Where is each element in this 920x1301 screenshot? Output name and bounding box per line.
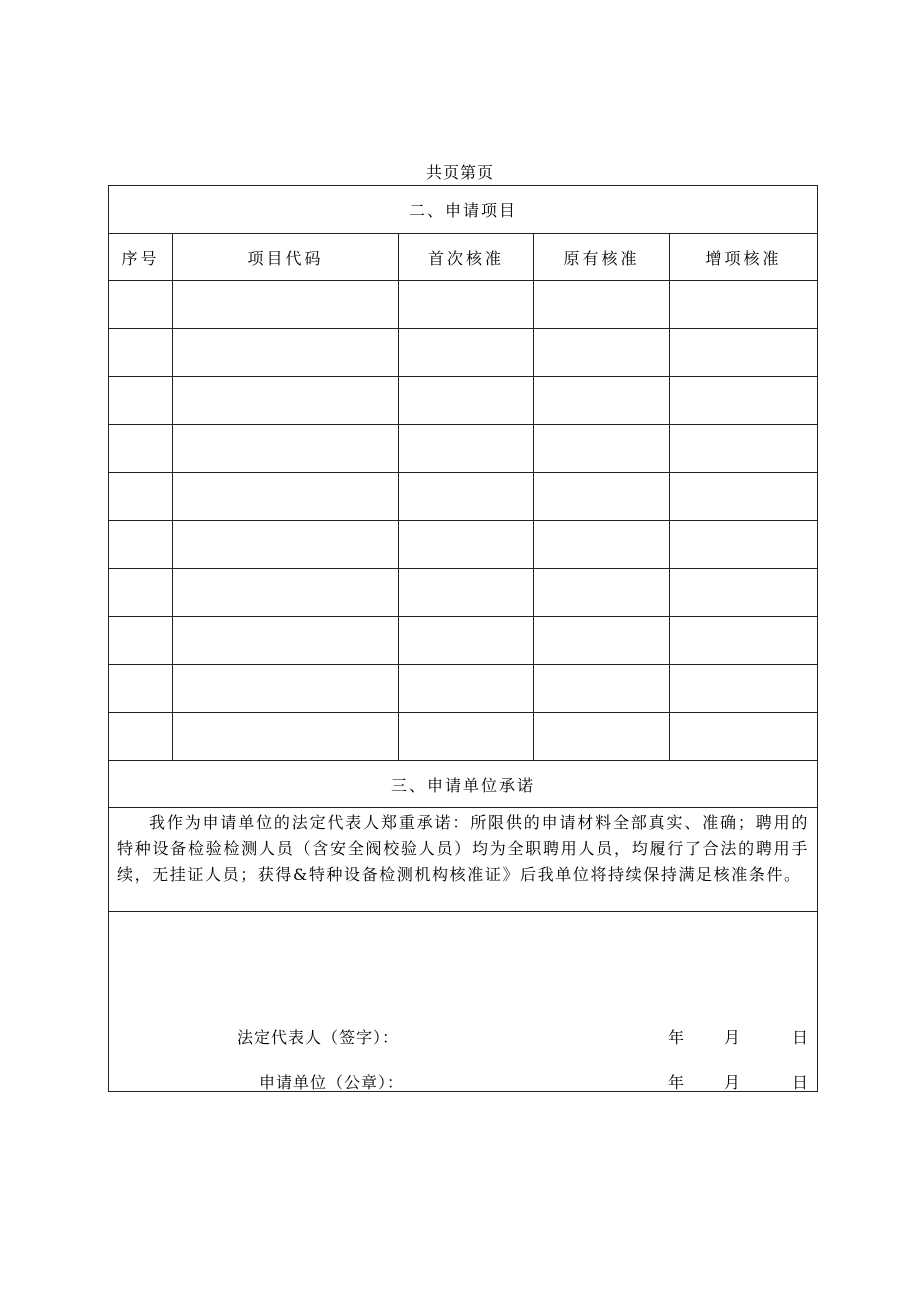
cell-existing-approval[interactable] [534,329,670,377]
cell-item-code[interactable] [173,569,399,617]
cell-seq[interactable] [109,713,173,761]
cell-added-approval[interactable] [670,425,818,473]
cell-seq[interactable] [109,473,173,521]
cell-first-approval[interactable] [399,473,534,521]
unit-day-label: 日 [792,1073,809,1092]
cell-first-approval[interactable] [399,425,534,473]
cell-item-code[interactable] [173,329,399,377]
legal-rep-signature-line [109,1025,817,1047]
cell-item-code[interactable] [173,281,399,329]
table-row [109,521,818,569]
cell-first-approval[interactable] [399,665,534,713]
table-row [109,329,818,377]
table-row [109,473,818,521]
cell-seq[interactable] [109,569,173,617]
cell-existing-approval[interactable] [534,281,670,329]
cell-seq[interactable] [109,377,173,425]
cell-item-code[interactable] [173,425,399,473]
cell-first-approval[interactable] [399,329,534,377]
legal-rep-month-label: 月 [724,1028,741,1047]
table-row [109,569,818,617]
cell-added-approval[interactable] [670,281,818,329]
cell-first-approval[interactable] [399,713,534,761]
cell-seq[interactable] [109,281,173,329]
page-count: 共页第页 [425,163,494,182]
cell-added-approval[interactable] [670,473,818,521]
cell-existing-approval[interactable] [534,521,670,569]
col-header-existing-approval: 原有核准 [534,234,670,281]
legal-rep-year-label: 年 [668,1028,685,1047]
cell-first-approval[interactable] [399,617,534,665]
cell-item-code[interactable] [173,473,399,521]
cell-item-code[interactable] [173,521,399,569]
cell-existing-approval[interactable] [534,665,670,713]
cell-added-approval[interactable] [670,569,818,617]
section-2-title-row [109,186,818,234]
table-row [109,281,818,329]
section-2-title: 二、申请项目 [109,186,818,234]
cell-added-approval[interactable] [670,521,818,569]
signature-area [109,912,818,1092]
section-3-title: 三、申请单位承诺 [109,761,818,808]
section-3-title-row [109,761,818,808]
cell-added-approval[interactable] [670,377,818,425]
unit-seal-label: 申请单位（公章）： [259,1073,405,1092]
unit-month-label: 月 [724,1073,741,1092]
cell-existing-approval[interactable] [534,617,670,665]
table-row [109,617,818,665]
cell-first-approval[interactable] [399,377,534,425]
table-row [109,425,818,473]
application-form-table [108,185,818,1092]
unit-seal-line [109,1070,817,1092]
col-header-seq: 序号 [109,234,173,281]
cell-existing-approval[interactable] [534,713,670,761]
cell-existing-approval[interactable] [534,473,670,521]
table-row [109,713,818,761]
unit-year-label: 年 [668,1073,685,1092]
commitment-row [109,808,818,912]
cell-item-code[interactable] [173,617,399,665]
cell-seq[interactable] [109,617,173,665]
table-row [109,665,818,713]
cell-existing-approval[interactable] [534,569,670,617]
table-row [109,377,818,425]
cell-added-approval[interactable] [670,329,818,377]
legal-rep-day-label: 日 [792,1028,809,1047]
col-header-first-approval: 首次核准 [399,234,534,281]
cell-seq[interactable] [109,425,173,473]
cell-seq[interactable] [109,329,173,377]
column-header-row [109,234,818,281]
commitment-text: 我作为申请单位的法定代表人郑重承诺：所限供的申请材料全部真实、准确；聘用的特种设备检验检测人员（含安全阀校验人员）均为全职聘用人员，均履行了合法的聘用手续，无挂证人员；获得&特种设备检测机构核准证》后我单位将持续保持满足核准条件。 [109,808,818,912]
col-header-added-approval: 增项核准 [670,234,818,281]
cell-added-approval[interactable] [670,665,818,713]
cell-first-approval[interactable] [399,569,534,617]
cell-existing-approval[interactable] [534,425,670,473]
cell-existing-approval[interactable] [534,377,670,425]
cell-item-code[interactable] [173,713,399,761]
cell-item-code[interactable] [173,377,399,425]
cell-seq[interactable] [109,521,173,569]
signature-row [109,912,818,1092]
col-header-item-code: 项目代码 [173,234,399,281]
legal-rep-signature-label: 法定代表人（签字）： [237,1028,400,1047]
cell-added-approval[interactable] [670,617,818,665]
cell-first-approval[interactable] [399,521,534,569]
cell-item-code[interactable] [173,665,399,713]
cell-first-approval[interactable] [399,281,534,329]
cell-seq[interactable] [109,665,173,713]
cell-added-approval[interactable] [670,713,818,761]
